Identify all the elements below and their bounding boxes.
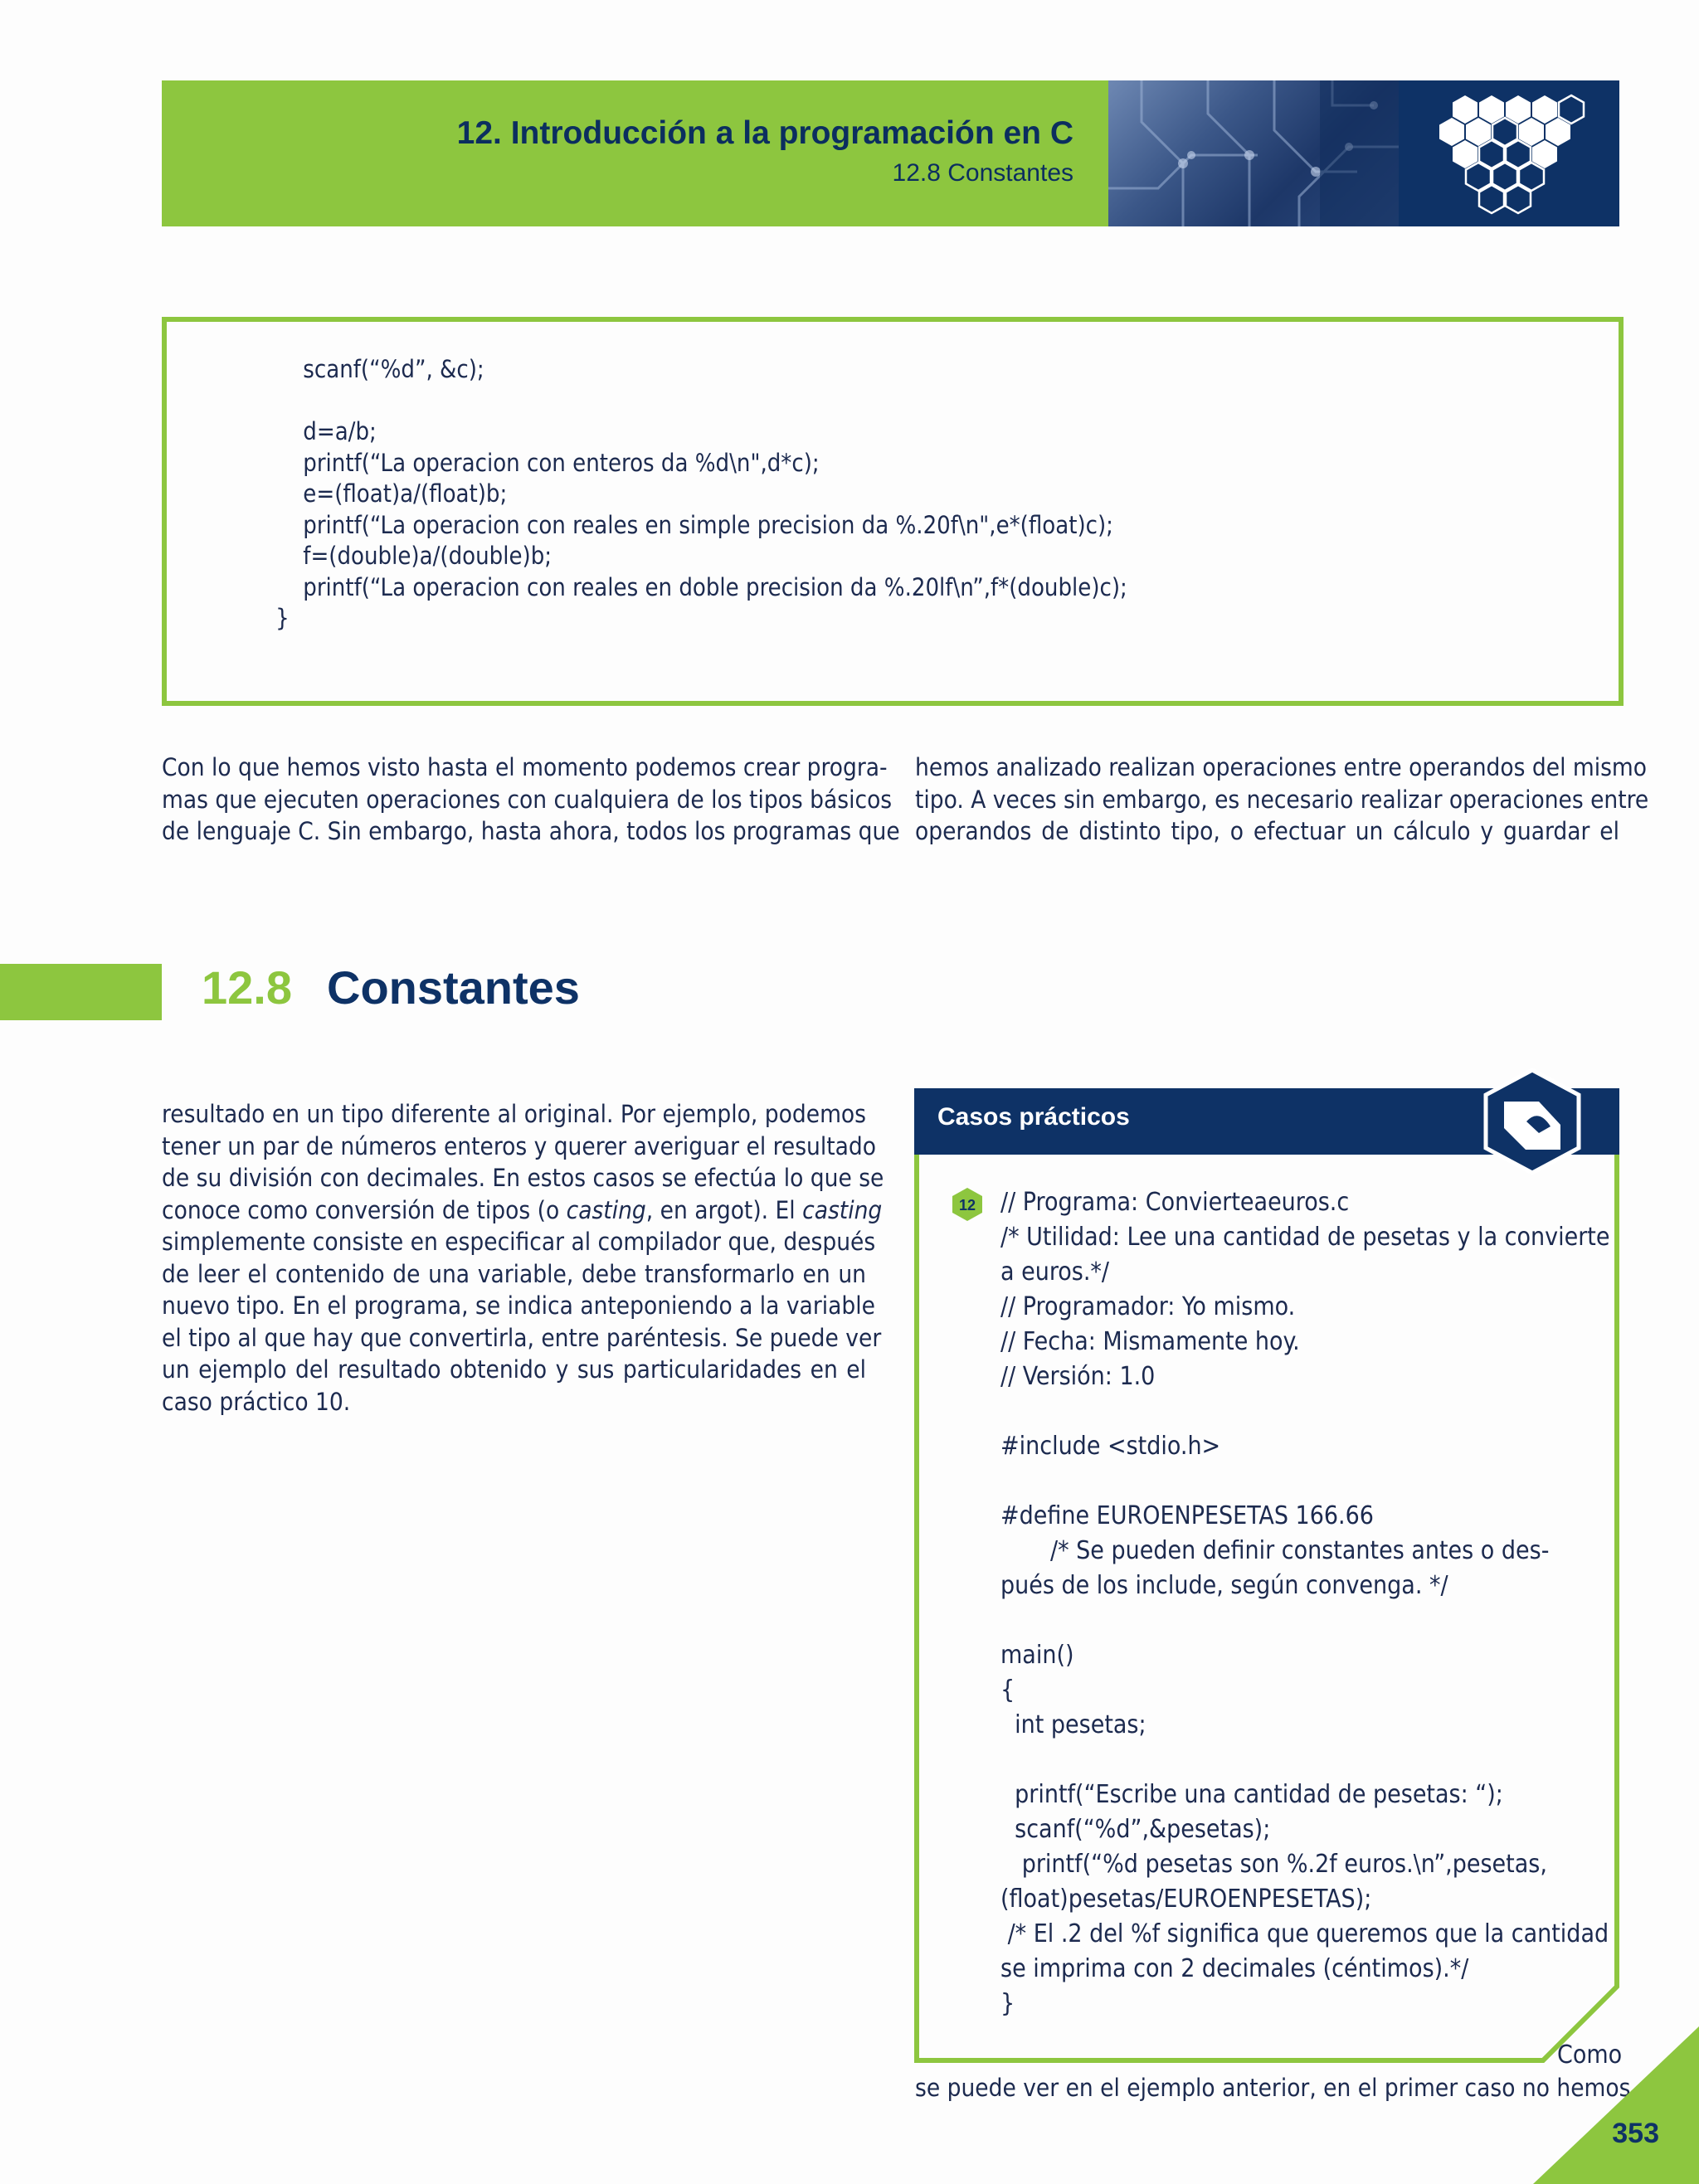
code-line: scanf(“%d”,&pesetas); [1000, 1815, 1271, 1844]
code-line [248, 386, 1127, 417]
code-line [1000, 1603, 1610, 1638]
text-line: operandos de distinto tipo, o efectuar un cálculo y guardar el [915, 817, 1619, 845]
code-line: e=(float)a/(float)b; [248, 479, 508, 508]
code-line: printf(“%d pesetas son %.2f euros.\n”,pesetas, [1000, 1850, 1547, 1879]
code-line: printf(“La operacion con reales en doble precision da %.20lf\n”,f*(double)c); [248, 572, 1127, 601]
code-line: main() [1000, 1641, 1074, 1670]
section-marker-bar [0, 964, 162, 1020]
case-number: 12 [958, 1197, 976, 1214]
code-line: (float)pesetas/EUROENPESETAS); [1000, 1885, 1372, 1914]
italic-term: casting [802, 1195, 883, 1224]
body-paragraph [162, 1098, 884, 1418]
text-line [162, 1194, 883, 1227]
code-line: } [248, 604, 290, 632]
continuation-paragraph [915, 2072, 1631, 2104]
code-line: } [1000, 1989, 1015, 2018]
code-line: #define EUROENPESETAS 166.66 [1000, 1501, 1374, 1530]
italic-term: casting [566, 1195, 646, 1224]
text-line: simplemente consiste en especificar al compilador que, después [162, 1228, 876, 1256]
case-study-box [914, 1088, 1619, 2063]
text-run: conoce como conversión de tipos (o [162, 1195, 567, 1224]
code-line [1000, 1464, 1610, 1499]
text-line: hemos analizado realizan operaciones entre operandos del mismo [915, 753, 1648, 781]
text-line: de lenguaje C. Sin embargo, hasta ahora, todos los programas que [162, 817, 900, 845]
code-line: // Versión: 1.0 [1000, 1362, 1156, 1391]
code-line: printf(“Escribe una cantidad de pesetas: “); [1000, 1780, 1503, 1809]
code-line: f=(double)a/(double)b; [248, 542, 553, 570]
code-line: /* Se pueden definir constantes antes o des- [1000, 1536, 1550, 1565]
section-title: Constantes [327, 961, 580, 1014]
code-line: /* Utilidad: Lee una cantidad de pesetas y la convierte [1000, 1223, 1610, 1252]
text-line: nuevo tipo. En el programa, se indica anteponiendo a la variable [162, 1291, 875, 1320]
section-number: 12.8 [202, 961, 292, 1014]
text-line: de leer el contenido de una variable, debe transformarlo en un [162, 1259, 866, 1288]
code-line: // Fecha: Mismamente hoy. [1000, 1327, 1300, 1356]
case-study-heading: Casos prácticos [937, 1103, 1130, 1131]
code-line: printf(“La operacion con enteros da %d\n",d*c); [248, 448, 820, 477]
text-run: , en argot). El [645, 1195, 803, 1224]
text-line: caso práctico 10. [162, 1387, 351, 1416]
code-line: #include <stdio.h> [1000, 1432, 1221, 1461]
code-line: /* El .2 del %f significa que queremos que la cantidad [1000, 1919, 1609, 1948]
code-line: // Programador: Yo mismo. [1000, 1292, 1296, 1321]
text-line: un ejemplo del resultado obtenido y sus particularidades en el [162, 1355, 866, 1384]
text-line: tener un par de números enteros y querer averiguar el resultado [162, 1131, 876, 1160]
case-number-badge [952, 1187, 983, 1222]
code-line: d=a/b; [248, 417, 377, 445]
case-code-listing [1000, 1185, 1610, 2021]
intro-left-column [162, 752, 900, 848]
text-line: resultado en un tipo diferente al original. Por ejemplo, podemos [162, 1100, 866, 1128]
code-line: se imprima con 2 decimales (céntimos).*/ [1000, 1954, 1469, 1983]
code-line [1000, 1743, 1610, 1778]
text-line: Con lo que hemos visto hasta el momento podemos crear progra- [162, 753, 888, 781]
page-number: 353 [1612, 2118, 1659, 2149]
code-line: pués de los include, según convenga. */ [1000, 1571, 1448, 1600]
code-line: a euros.*/ [1000, 1257, 1109, 1287]
circuit-board-image [1108, 80, 1399, 226]
intro-right-column [915, 752, 1649, 848]
code-listing-box [162, 317, 1624, 706]
hexagon-logo-icon [1399, 80, 1619, 226]
code-listing [248, 354, 1127, 635]
code-line: { [1000, 1676, 1015, 1705]
section-label: 12.8 Constantes [892, 159, 1073, 187]
code-line: printf(“La operacion con reales en simple precision da %.20f\n",e*(float)c); [248, 510, 1113, 539]
code-line: // Programa: Convierteaeuros.c [1000, 1188, 1350, 1217]
code-line: int pesetas; [1000, 1710, 1146, 1739]
text-line: el tipo al que hay que convertirla, entre paréntesis. Se puede ver [162, 1323, 882, 1352]
page-corner-triangle [1533, 2026, 1699, 2184]
text-line: se puede ver en el ejemplo anterior, en el primer caso no hemos [915, 2074, 1631, 2102]
text-line: Como [1557, 2041, 1623, 2070]
text-line: tipo. A veces sin embargo, es necesario realizar operaciones entre [915, 785, 1649, 814]
text-line: de su división con decimales. En estos casos se efectúa lo que se [162, 1164, 884, 1192]
code-line: scanf(“%d”, &c); [248, 355, 484, 383]
text-line: mas que ejecuten operaciones con cualquiera de los tipos básicos [162, 785, 893, 814]
chapter-header [162, 80, 1619, 226]
hexagon-page-icon [1481, 1067, 1584, 1176]
chapter-title: 12. Introducción a la programación en C [456, 115, 1073, 151]
code-line [1000, 1394, 1610, 1429]
